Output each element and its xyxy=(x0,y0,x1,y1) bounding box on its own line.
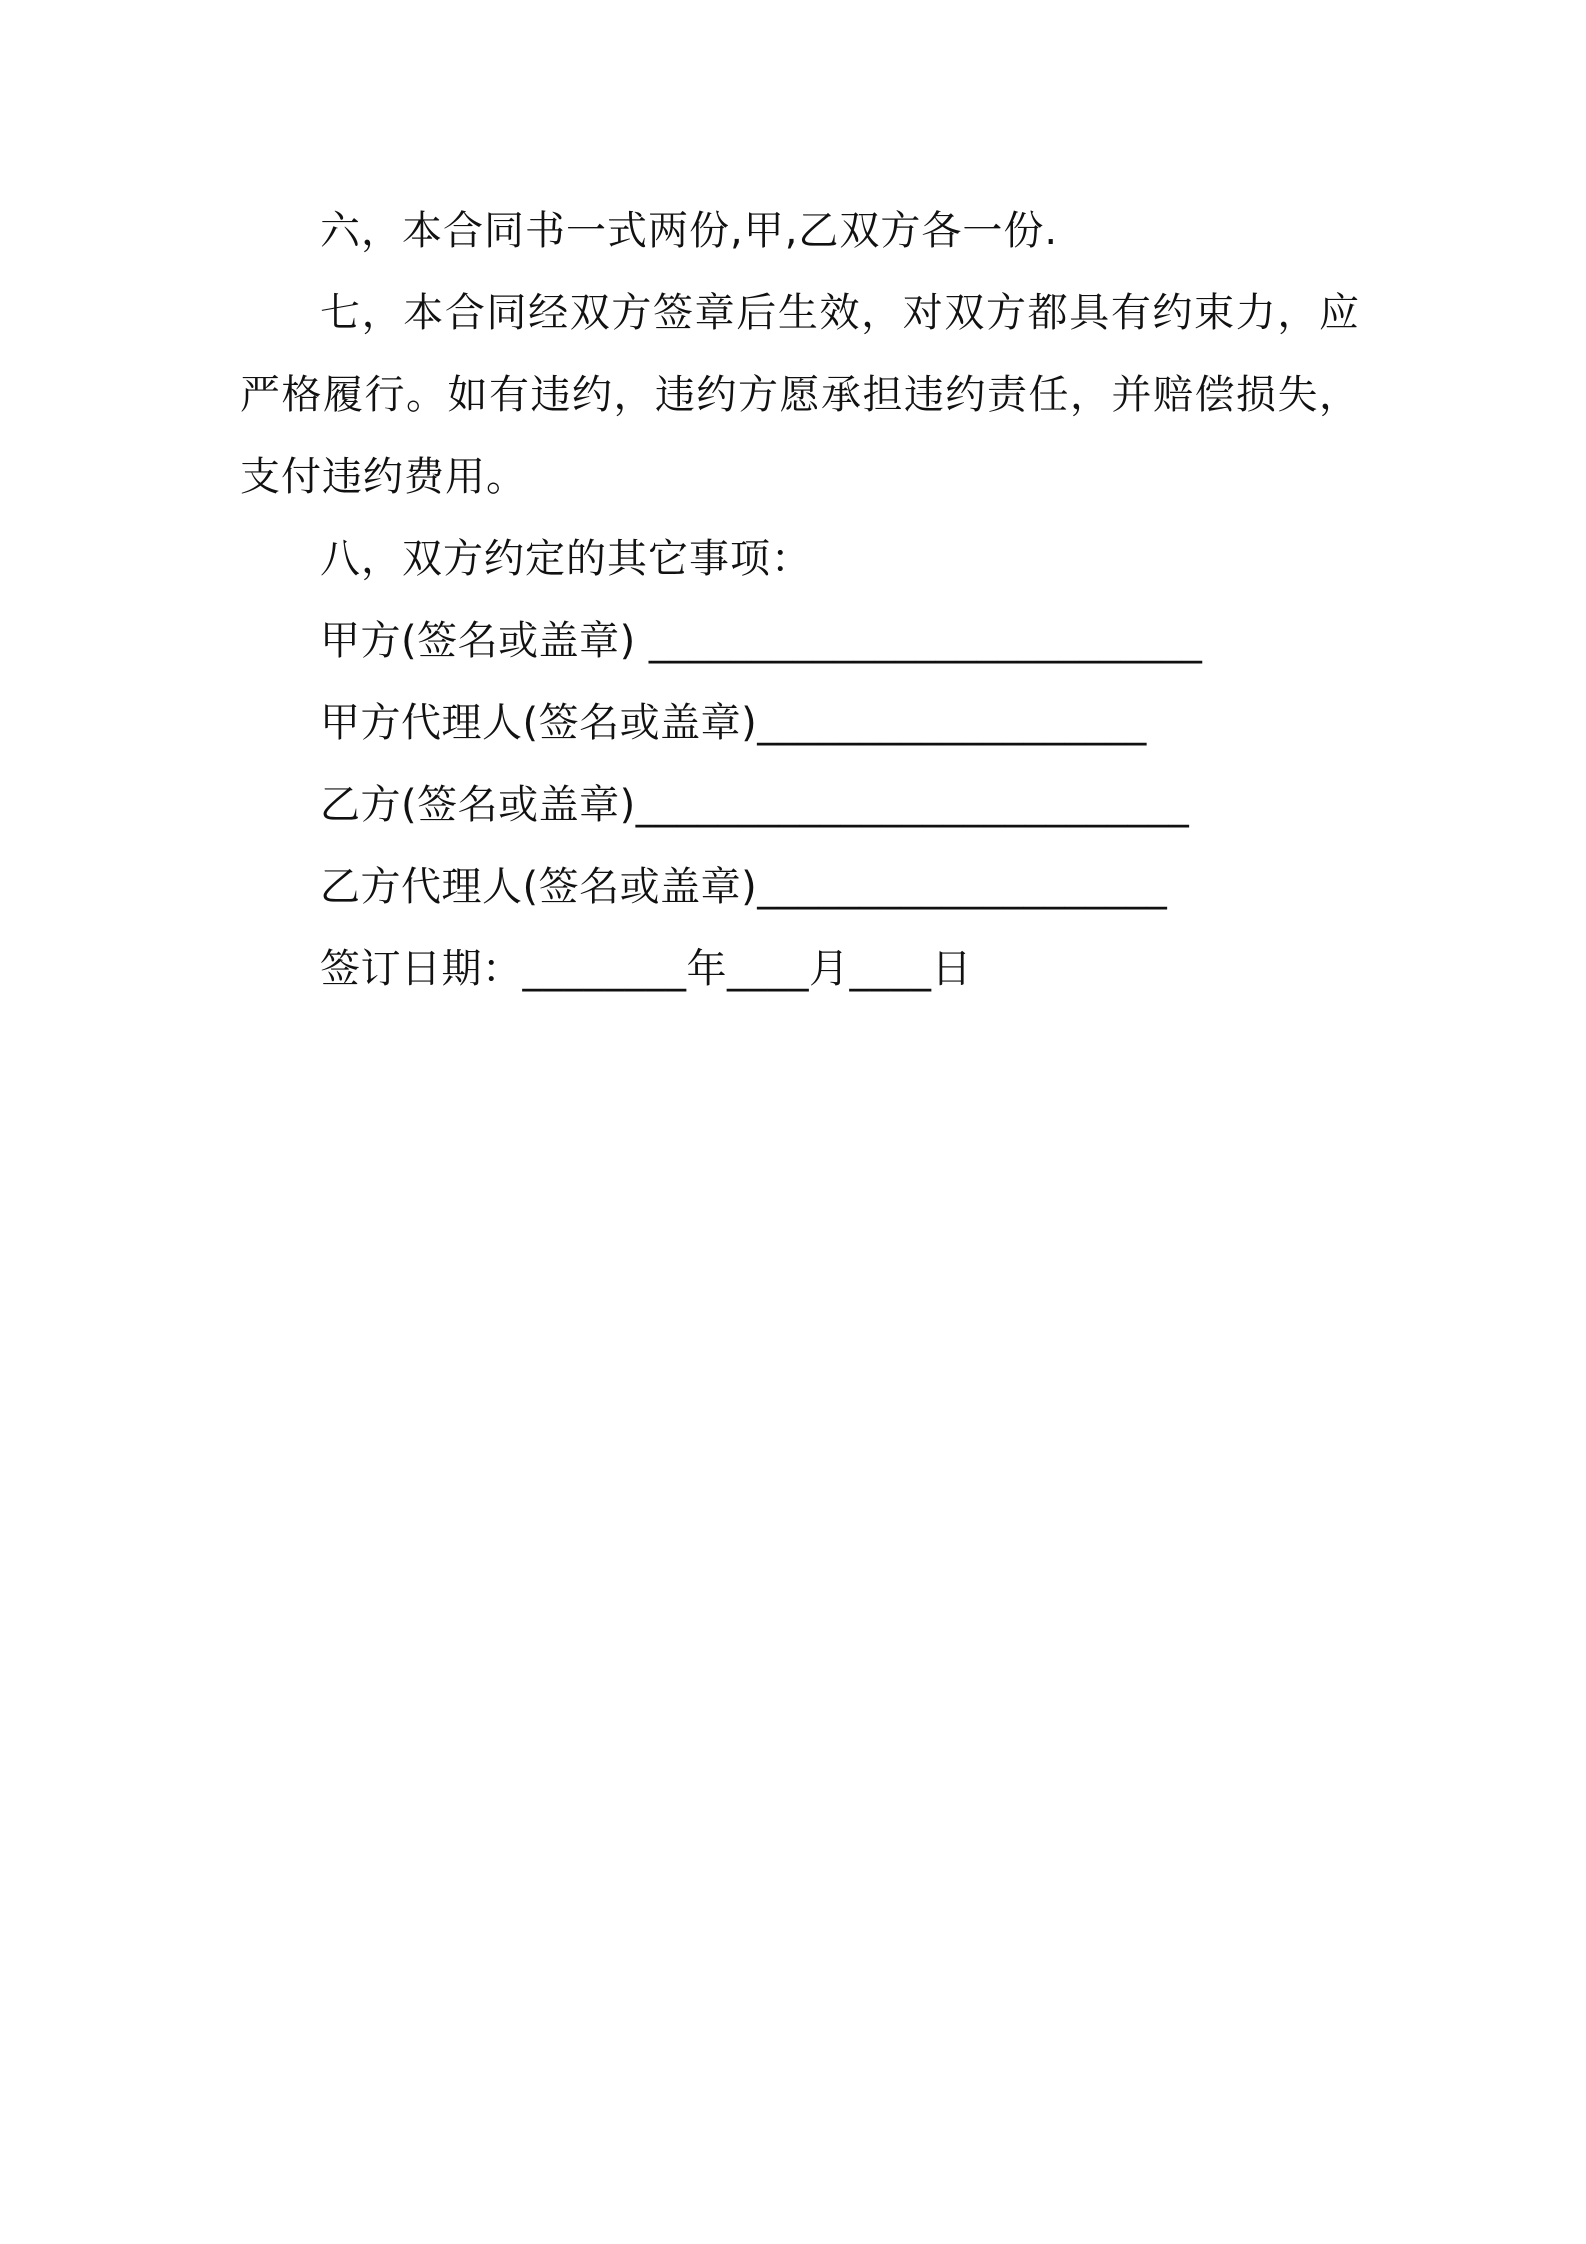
clause-six: 六，本合同书一式两份,甲,乙双方各一份. xyxy=(320,208,1059,254)
signature-party-a-agent: 甲方代理人(签名或盖章)___________________ xyxy=(320,700,1147,746)
signature-party-b-agent: 乙方代理人(签名或盖章)____________________ xyxy=(320,864,1168,910)
clause-eight: 八，双方约定的其它事项： xyxy=(320,536,812,582)
signature-party-b: 乙方(签名或盖章)___________________________ xyxy=(320,782,1190,828)
sign-date-line: 签订日期：________年____月____日 xyxy=(320,946,972,992)
signature-party-a: 甲方(签名或盖章) ___________________________ xyxy=(320,618,1203,664)
document-body xyxy=(240,190,1360,1010)
clause-seven: 七，本合同经双方签章后生效，对双方都具有约束力，应严格履行。如有违约，违约方愿承担违约责任，并赔偿损失，支付违约费用。 xyxy=(240,290,1360,500)
